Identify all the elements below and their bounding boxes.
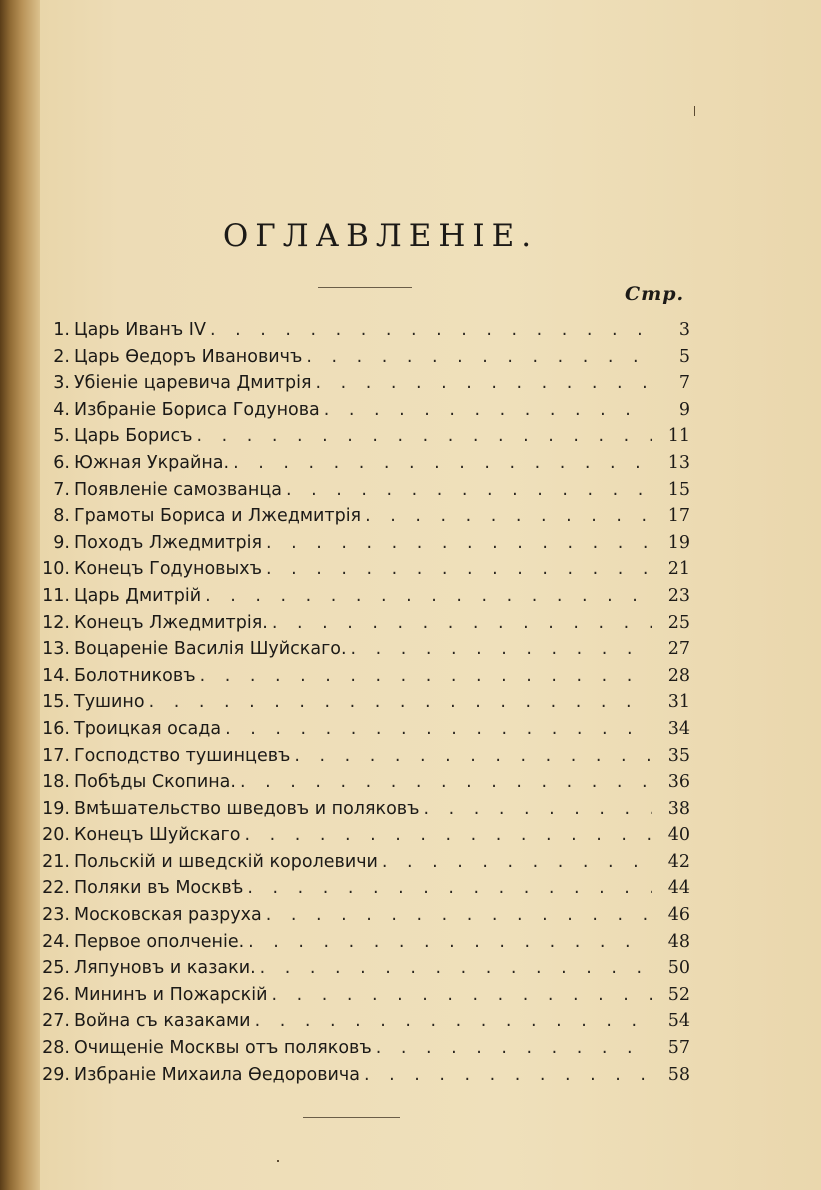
bottom-divider <box>303 1117 400 1118</box>
toc-entry-title: Троицкая осада <box>74 718 222 739</box>
toc-entry-title: Царь Дмитрій <box>74 585 202 606</box>
dot-leader <box>286 477 652 504</box>
toc-entry <box>30 902 690 929</box>
toc-entry-title: Очищеніе Москвы отъ поляковъ <box>74 1038 372 1059</box>
toc-entry <box>30 450 690 477</box>
toc-entry-page: 11 <box>667 426 690 447</box>
toc-entry-number: 24. <box>42 931 70 952</box>
dot-leader <box>266 530 652 557</box>
toc-entry <box>30 636 690 663</box>
toc-entry-page: 27 <box>667 639 690 660</box>
dot-leader <box>382 849 652 876</box>
toc-entry-number: 13. <box>42 639 70 660</box>
dot-leader <box>266 902 652 929</box>
toc-entry-page: 42 <box>667 851 690 872</box>
toc-entry <box>30 929 690 956</box>
toc-entry-title: Избраніе Михаила Өедоровича <box>74 1064 360 1085</box>
toc-entry-page: 48 <box>667 931 690 952</box>
toc-entry-number: 22. <box>42 878 70 899</box>
toc-entry-number: 6. <box>53 452 70 473</box>
dot-leader <box>324 397 652 424</box>
toc-entry-page: 58 <box>667 1064 690 1085</box>
dot-leader <box>205 583 652 610</box>
dot-leader <box>210 317 652 344</box>
toc-entry-page: 38 <box>667 798 690 819</box>
page-column-header: Стр. <box>625 283 685 305</box>
toc-entry <box>30 796 690 823</box>
table-of-contents <box>30 317 690 1088</box>
toc-entry-title: Избраніе Бориса Годунова <box>74 399 320 420</box>
toc-entry-number: 19. <box>42 798 70 819</box>
toc-entry-title: Царь Иванъ IV <box>74 320 206 340</box>
toc-entry-number: 14. <box>42 665 70 686</box>
dot-leader <box>365 503 652 530</box>
dot-leader <box>423 796 652 823</box>
dot-leader <box>233 450 652 477</box>
toc-entry <box>30 769 690 796</box>
toc-entry <box>30 955 690 982</box>
toc-entry-number: 12. <box>42 612 70 633</box>
toc-entry-title: Вмѣшательство шведовъ и поляковъ <box>74 798 420 819</box>
toc-entry-title: Конецъ Шуйскаго <box>74 825 241 846</box>
toc-entry-page: 31 <box>667 692 690 713</box>
toc-entry-number: 26. <box>42 984 70 1005</box>
toc-entry-page: 5 <box>678 346 690 367</box>
toc-entry-number: 11. <box>42 585 70 606</box>
toc-entry-title: Тушино <box>74 692 145 713</box>
dot-leader <box>376 1035 652 1062</box>
toc-entry-title: Болотниковъ <box>74 665 196 686</box>
toc-entry-number: 29. <box>42 1064 70 1085</box>
dot-leader <box>240 769 652 796</box>
dot-leader <box>244 822 652 849</box>
toc-entry-number: 20. <box>42 825 70 846</box>
toc-entry-title: Появленіе самозванца <box>74 479 282 500</box>
toc-entry-number: 5. <box>53 426 70 447</box>
toc-entry-title: Убіеніе царевича Дмитрія <box>74 373 312 394</box>
toc-entry <box>30 822 690 849</box>
toc-entry-number: 3. <box>53 373 70 394</box>
toc-entry <box>30 689 690 716</box>
toc-entry <box>30 556 690 583</box>
toc-entry <box>30 743 690 770</box>
toc-entry <box>30 849 690 876</box>
toc-entry-page: 15 <box>667 479 690 500</box>
toc-entry-page: 44 <box>667 878 690 899</box>
toc-entry-number: 16. <box>42 718 70 739</box>
toc-entry-number: 8. <box>53 506 70 527</box>
toc-entry-page: 25 <box>667 612 690 633</box>
toc-entry-title: Конецъ Лжедмитрія. <box>74 612 268 633</box>
toc-entry-title: Грамоты Бориса и Лжедмитрія <box>74 506 362 527</box>
toc-entry-number: 27. <box>42 1011 70 1032</box>
toc-entry <box>30 423 690 450</box>
toc-entry-page: 23 <box>667 585 690 606</box>
toc-entry-number: 10. <box>42 559 70 580</box>
toc-entry-page: 13 <box>667 452 690 473</box>
dot-leader <box>271 982 652 1009</box>
toc-entry-page: 54 <box>667 1011 690 1032</box>
toc-entry <box>30 875 690 902</box>
toc-entry-title: Ляпуновъ и казаки. <box>74 958 256 979</box>
toc-entry-page: 21 <box>667 559 690 580</box>
toc-entry <box>30 370 690 397</box>
toc-entry-number: 18. <box>42 772 70 793</box>
toc-entry <box>30 716 690 743</box>
toc-entry-page: 17 <box>667 506 690 527</box>
toc-entry-title: Московская разруха <box>74 905 262 926</box>
dot-leader <box>225 716 652 743</box>
toc-entry-page: 40 <box>667 825 690 846</box>
toc-entry <box>30 982 690 1009</box>
toc-entry-page: 19 <box>667 532 690 553</box>
toc-entry-page: 7 <box>678 373 690 394</box>
toc-entry <box>30 610 690 637</box>
toc-entry-title: Польскій и шведскій королевичи <box>74 851 378 872</box>
toc-entry-title: Царь Өедоръ Ивановичъ <box>74 346 303 367</box>
toc-entry <box>30 1035 690 1062</box>
dot-leader <box>351 636 652 663</box>
title-divider <box>318 287 412 288</box>
paper-speck <box>277 1160 279 1162</box>
toc-entry-number: 21. <box>42 851 70 872</box>
toc-entry-page: 46 <box>667 905 690 926</box>
toc-entry-number: 28. <box>42 1038 70 1059</box>
toc-entry-title: Мининъ и Пожарскій <box>74 984 268 1005</box>
toc-entry <box>30 503 690 530</box>
dot-leader <box>247 875 652 902</box>
toc-entry-page: 52 <box>667 984 690 1005</box>
toc-entry <box>30 397 690 424</box>
dot-leader <box>272 610 652 637</box>
dot-leader <box>255 1008 652 1035</box>
dot-leader <box>248 929 652 956</box>
toc-entry-page: 50 <box>667 958 690 979</box>
dot-leader <box>260 955 652 982</box>
toc-entry-number: 1. <box>53 320 70 340</box>
toc-entry-title: Царь Борисъ <box>74 426 193 447</box>
page-title: ОГЛАВЛЕНІЕ. <box>222 218 539 254</box>
toc-entry-title: Первое ополченіе. <box>74 931 245 952</box>
toc-entry-page: 9 <box>678 399 690 420</box>
dot-leader <box>294 743 652 770</box>
toc-entry-title: Воцареніе Василія Шуйскаго. <box>74 639 347 660</box>
toc-entry-number: 15. <box>42 692 70 713</box>
dot-leader <box>149 689 652 716</box>
toc-entry-number: 7. <box>53 479 70 500</box>
dot-leader <box>364 1062 652 1089</box>
toc-entry-number: 17. <box>42 745 70 766</box>
toc-entry-page: 35 <box>667 745 690 766</box>
toc-entry-page: 34 <box>667 718 690 739</box>
toc-entry <box>30 344 690 371</box>
toc-entry <box>30 530 690 557</box>
toc-entry <box>30 583 690 610</box>
toc-entry-page: 28 <box>667 665 690 686</box>
toc-entry-title: Побѣды Скопина. <box>74 772 236 793</box>
dot-leader <box>266 556 652 583</box>
toc-entry <box>30 317 690 344</box>
toc-entry <box>30 663 690 690</box>
toc-entry-title: Южная Украйна. <box>74 452 230 473</box>
toc-entry-page: 36 <box>667 772 690 793</box>
paper-speck <box>694 106 695 116</box>
toc-entry-number: 9. <box>53 532 70 553</box>
toc-entry <box>30 1008 690 1035</box>
dot-leader <box>196 423 652 450</box>
toc-entry-title: Поляки въ Москвѣ <box>74 878 244 899</box>
toc-entry-number: 2. <box>53 346 70 367</box>
toc-entry <box>30 477 690 504</box>
toc-entry-title: Война съ казаками <box>74 1011 251 1032</box>
toc-entry-title: Конецъ Годуновыхъ <box>74 559 263 580</box>
toc-entry-title: Господство тушинцевъ <box>74 745 291 766</box>
toc-entry-number: 25. <box>42 958 70 979</box>
toc-entry-number: 23. <box>42 905 70 926</box>
toc-entry-title: Походъ Лжедмитрія <box>74 532 263 553</box>
toc-entry-page: 57 <box>667 1038 690 1059</box>
toc-entry-number: 4. <box>53 399 70 420</box>
toc-entry <box>30 1062 690 1089</box>
toc-entry-page: 3 <box>678 320 690 340</box>
dot-leader <box>315 370 652 397</box>
dot-leader <box>306 344 652 371</box>
dot-leader <box>200 663 652 690</box>
